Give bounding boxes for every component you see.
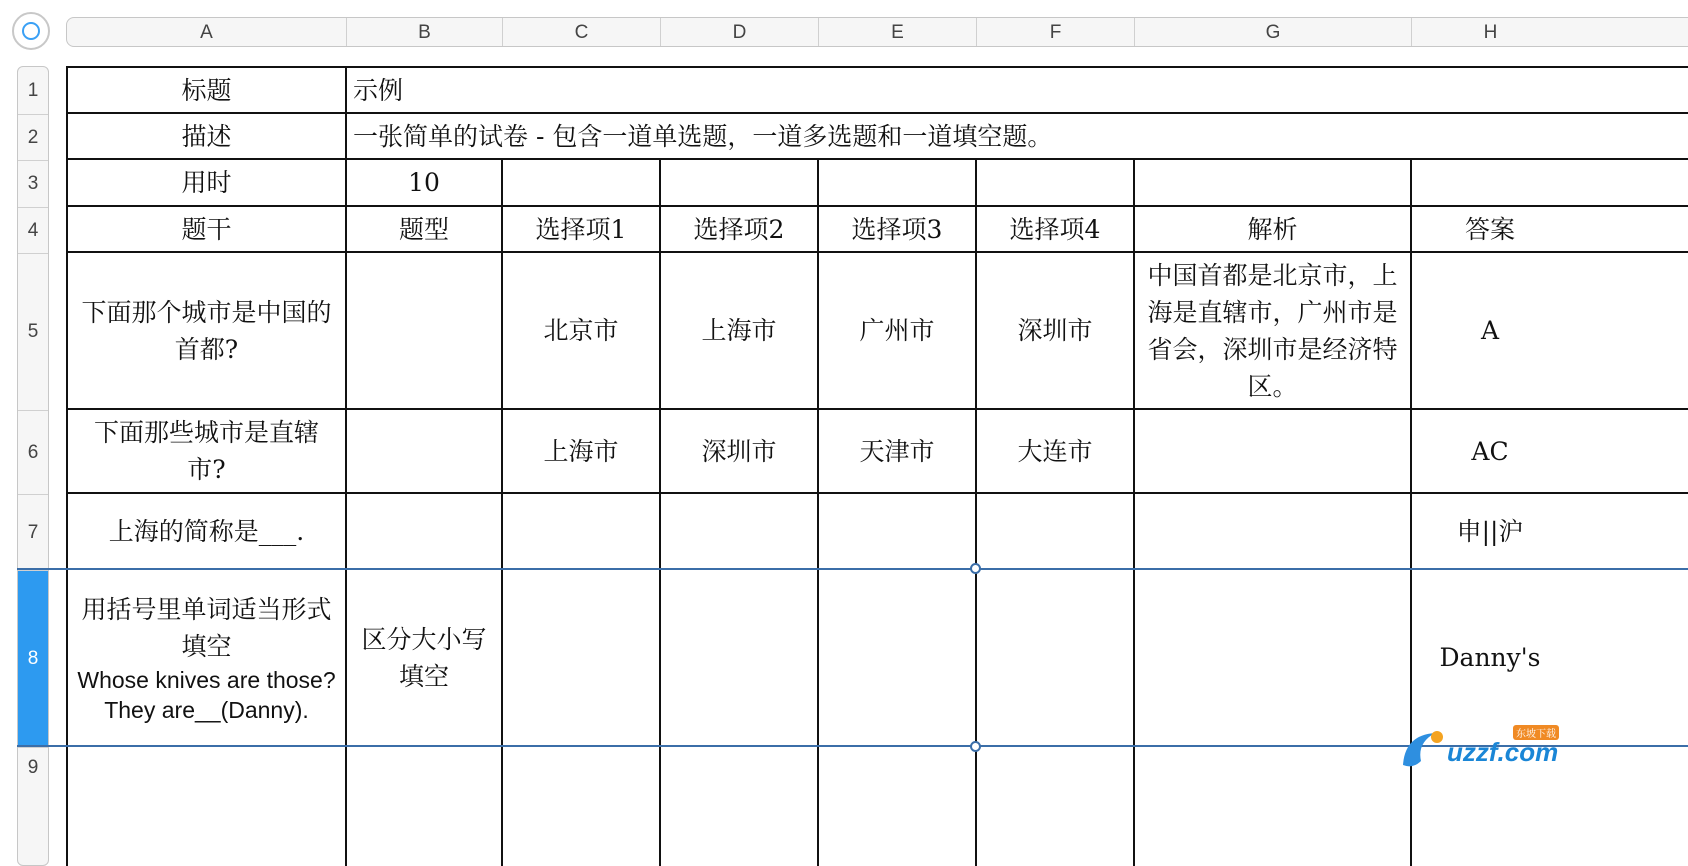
row-header-3[interactable]: 3	[27, 173, 39, 194]
cell-a1[interactable]: 标题	[181, 75, 232, 105]
column-header-f[interactable]: F	[1049, 22, 1062, 43]
cell-b8[interactable]: 区分大小写填空	[361, 624, 487, 691]
cell-a5[interactable]: 下面那个城市是中国的首都?	[81, 297, 332, 364]
cell-g4[interactable]: 解析	[1247, 214, 1298, 244]
cell-f5[interactable]: 深圳市	[1017, 316, 1093, 345]
row-header-6[interactable]: 6	[27, 442, 39, 463]
cell-e6[interactable]: 天津市	[859, 436, 935, 466]
column-header-g[interactable]: G	[1265, 22, 1281, 43]
cell-a6[interactable]: 下面那些城市是直辖市?	[93, 418, 319, 484]
watermark-badge: 东坡下载	[1513, 725, 1559, 740]
cell-c6[interactable]: 上海市	[543, 436, 619, 466]
column-header-e[interactable]: E	[891, 22, 904, 43]
selection-handle-bottom[interactable]	[970, 741, 981, 752]
row-header-2[interactable]: 2	[27, 127, 39, 148]
column-header-h[interactable]: H	[1483, 22, 1498, 43]
cell-d5[interactable]: 上海市	[701, 316, 777, 345]
column-header-c[interactable]: C	[574, 22, 589, 43]
row-header-7[interactable]: 7	[27, 522, 39, 543]
cell-b4[interactable]: 题型	[398, 214, 449, 244]
watermark-logo	[1395, 725, 1565, 775]
cell-g5[interactable]: 中国首都是北京市，上海是直辖市，广州市是省会，深圳市是经济特区。	[1147, 260, 1398, 401]
selection-handle-top[interactable]	[970, 563, 981, 574]
cell-a4[interactable]: 题干	[181, 214, 232, 244]
cell-b1[interactable]: 示例	[353, 75, 404, 105]
cell-c4[interactable]: 选择项1	[535, 214, 627, 244]
row-header-9[interactable]: 9	[27, 757, 39, 778]
cell-a2[interactable]: 描述	[181, 121, 232, 151]
column-header-d[interactable]: D	[732, 22, 747, 43]
cell-f6[interactable]: 大连市	[1017, 436, 1093, 466]
cell-a9[interactable]	[68, 747, 345, 866]
column-header-bar	[66, 17, 1688, 47]
selection-top-border	[17, 568, 1688, 570]
cell-e4[interactable]: 选择项3	[851, 214, 943, 244]
row-header-5[interactable]: 5	[27, 321, 39, 342]
cell-a7[interactable]: 上海的简称是___.	[108, 516, 305, 546]
cell-d6[interactable]: 深圳市	[701, 436, 777, 466]
cell-c5[interactable]: 北京市	[543, 316, 619, 345]
row-header-4[interactable]: 4	[27, 220, 39, 241]
cell-a8[interactable]	[68, 570, 345, 745]
select-all-button[interactable]	[12, 12, 50, 50]
cell-b3[interactable]: 10	[408, 168, 440, 197]
watermark-text: uzzf.com	[1447, 737, 1559, 767]
circle-icon	[22, 22, 40, 40]
row-header-8[interactable]: 8	[27, 648, 39, 669]
column-header-b[interactable]: B	[418, 22, 431, 43]
column-header-a[interactable]: A	[200, 22, 213, 43]
cell-a8-chinese-text: 用括号里单词适当形式填空	[81, 594, 332, 661]
cell-h6[interactable]: AC	[1471, 436, 1509, 466]
row-header-1[interactable]: 1	[27, 80, 39, 101]
watermark-swoosh-icon	[1395, 725, 1451, 775]
cell-e5[interactable]: 广州市	[859, 316, 935, 345]
cell-h5[interactable]: A	[1480, 316, 1500, 345]
cell-a8-english-text: Whose knives are those? They are__(Danny).	[77, 666, 336, 723]
cell-a3[interactable]: 用时	[181, 168, 232, 197]
cell-h4[interactable]: 答案	[1464, 214, 1515, 244]
cell-b2[interactable]: 一张简单的试卷 - 包含一道单选题，一道多选题和一道填空题。	[353, 121, 1053, 151]
cell-d4[interactable]: 选择项2	[693, 214, 785, 244]
cell-f4[interactable]: 选择项4	[1009, 214, 1101, 244]
cell-h7[interactable]: 申||沪	[1456, 516, 1524, 546]
cell-h8[interactable]: Danny's	[1439, 643, 1541, 672]
